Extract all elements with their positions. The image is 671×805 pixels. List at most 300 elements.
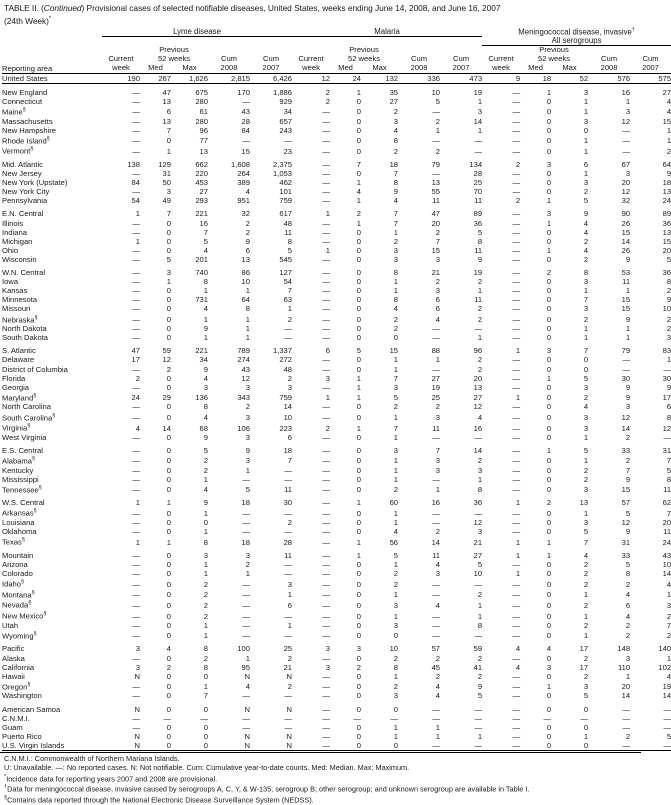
row-area-label: W.S. Central: [2, 498, 45, 508]
row-value-cell: 2: [625, 579, 631, 589]
table-row: [2, 277, 671, 286]
row-value-cell: 0: [356, 125, 362, 135]
row-value-cell: 0: [166, 579, 171, 589]
row-value-cell: —: [322, 295, 331, 305]
row-value-cell: 15: [241, 146, 250, 156]
row-value-cell: —: [512, 713, 521, 723]
row-value-cell: 9: [625, 527, 631, 537]
row-value-cell: 0: [356, 146, 362, 156]
row-value-cell: 0: [356, 236, 362, 246]
row-value-cell: 3: [287, 382, 293, 392]
row-value-cell: 7: [166, 209, 171, 219]
row-value-cell: 223: [279, 423, 293, 433]
row-value-cell: 0: [546, 116, 552, 126]
row-value-cell: —: [322, 445, 331, 455]
row-value-cell: 1: [203, 333, 208, 343]
row-value-cell: 48: [283, 218, 293, 228]
row-value-cell: 1: [393, 611, 399, 621]
row-area-label: New England: [2, 87, 48, 97]
row-value-cell: 27: [662, 87, 671, 97]
table-row: [2, 237, 671, 246]
row-value-cell: 14: [621, 423, 631, 433]
row-value-cell: 18: [389, 160, 399, 170]
row-value-cell: 2: [435, 277, 441, 287]
row-value-cell: 0: [361, 741, 398, 751]
row-value-cell: —: [132, 286, 140, 296]
row-value-cell: 5: [287, 245, 293, 255]
table-row: [2, 209, 671, 218]
row-value-cell: 10: [283, 413, 293, 423]
row-value-cell: 1: [477, 333, 483, 343]
row-value-cell: 657: [279, 116, 293, 126]
row-value-cell: —: [322, 704, 331, 714]
row-value-cell: 3: [666, 600, 671, 610]
row-value-cell: —: [322, 671, 331, 681]
row-value-cell: 57: [431, 644, 441, 654]
header-blank-malaria: [292, 36, 482, 46]
row-value-cell: —: [512, 413, 521, 423]
row-value-cell: 35: [389, 87, 399, 97]
row-value-cell: 0: [546, 227, 552, 237]
row-value-cell: —: [622, 136, 631, 146]
row-area-label: South Dakota: [2, 333, 49, 343]
row-value-cell: 0: [166, 382, 171, 392]
row-value-cell: 3: [583, 277, 589, 287]
row-value-cell: —: [622, 704, 631, 714]
row-value-cell: 14: [162, 423, 171, 433]
row-value-cell: 3: [435, 569, 441, 579]
row-value-cell: 7: [166, 125, 171, 135]
row-value-cell: 2: [203, 456, 208, 466]
row-value-cell: —: [322, 600, 331, 610]
row-value-cell: —: [132, 550, 140, 560]
row-value-cell: 11: [432, 423, 441, 433]
row-value-cell: 1: [245, 315, 250, 325]
row-value-cell: 0: [166, 402, 171, 412]
row-value-cell: 0: [583, 722, 589, 732]
row-value-cell: 7: [393, 169, 399, 179]
row-value-cell: —: [512, 333, 521, 343]
row-value-cell: 5: [583, 691, 589, 701]
row-value-cell: —: [663, 364, 671, 374]
row-area-footnote-mark: §: [34, 314, 38, 321]
row-value-cell: 1: [583, 456, 589, 466]
row-value-cell: 1,053: [273, 169, 293, 179]
header-group-row: [2, 27, 671, 37]
row-area-label: New Mexico§: [2, 611, 47, 621]
row-value-cell: —: [132, 590, 140, 600]
row-value-cell: 3: [166, 268, 171, 278]
row-value-cell: 7: [666, 620, 671, 630]
row-value-cell: 0: [166, 432, 171, 442]
row-value-cell: —: [132, 268, 140, 278]
table-row: [2, 402, 671, 411]
header-current-mening: Current: [488, 53, 514, 63]
row-value-cell: 2: [435, 527, 441, 537]
row-area-footnote-mark: §: [33, 630, 37, 637]
row-value-cell: 5: [666, 731, 671, 741]
title-line2-sup: *: [48, 16, 52, 22]
row-value-cell: 2: [583, 653, 589, 663]
row-value-cell: 2: [287, 315, 293, 325]
row-value-cell: 7: [625, 465, 631, 475]
row-value-cell: 1: [583, 146, 589, 156]
row-value-cell: 14: [283, 402, 293, 412]
row-value-cell: 0: [166, 509, 171, 519]
row-value-cell: N: [134, 731, 140, 741]
row-value-cell: 14: [662, 691, 671, 701]
row-value-cell: —: [512, 227, 521, 237]
row-value-cell: 12: [621, 413, 631, 423]
row-value-cell: 25: [283, 644, 293, 654]
row-value-cell: —: [512, 722, 521, 732]
row-area-label: Vermont§: [2, 146, 34, 156]
header-spacer-3: [2, 46, 102, 55]
row-value-cell: 0: [546, 722, 552, 732]
row-value-cell: 3: [625, 402, 631, 412]
row-value-cell: —: [242, 620, 250, 630]
row-value-cell: 3: [135, 644, 140, 654]
row-value-cell: 15: [431, 245, 441, 255]
row-value-cell: —: [474, 713, 483, 723]
row-value-cell: 1: [515, 498, 521, 508]
row-value-cell: 1: [393, 277, 399, 287]
row-value-cell: 1: [287, 620, 293, 630]
row-value-cell: 0: [546, 600, 552, 610]
row-value-cell: 2,375: [273, 160, 293, 170]
row-value-cell: 0: [166, 295, 171, 305]
row-value-cell: 3: [166, 187, 171, 197]
row-value-cell: 0: [546, 671, 552, 681]
row-value-cell: 0: [546, 364, 552, 374]
row-value-cell: —: [132, 569, 140, 579]
row-value-cell: —: [663, 722, 671, 732]
row-value-cell: 19: [431, 382, 441, 392]
row-value-cell: 1: [583, 286, 589, 296]
row-value-cell: 4: [583, 227, 589, 237]
row-value-cell: —: [512, 107, 521, 117]
row-area-label: Wisconsin: [2, 254, 37, 264]
row-value-cell: 1: [393, 227, 399, 237]
table-row: [2, 691, 671, 700]
row-value-cell: —: [132, 187, 140, 197]
row-value-cell: —: [630, 741, 671, 751]
row-value-cell: 11: [284, 227, 293, 237]
row-value-cell: 26: [621, 218, 631, 228]
row-value-cell: 2: [583, 474, 589, 484]
row-value-cell: 8: [477, 485, 483, 495]
row-area-label: Nebraska§: [2, 314, 38, 325]
row-value-cell: 8: [666, 277, 671, 287]
row-value-cell: 100: [237, 644, 250, 654]
row-value-cell: 2: [583, 254, 589, 264]
row-value-cell: 8: [666, 474, 671, 484]
row-value-cell: 49: [162, 196, 171, 206]
row-value-cell: —: [284, 560, 293, 570]
table-row: [2, 88, 671, 97]
row-value-cell: 0: [166, 373, 171, 383]
row-value-cell: 0: [166, 590, 171, 600]
row-value-cell: 7: [435, 445, 441, 455]
row-value-cell: 0: [166, 333, 171, 343]
row-value-cell: 4: [166, 644, 171, 654]
row-value-cell: —: [322, 537, 331, 547]
row-value-cell: 0: [546, 136, 552, 146]
row-value-cell: —: [512, 560, 521, 570]
row-value-cell: 6: [666, 402, 671, 412]
row-value-cell: 83: [662, 346, 671, 356]
row-value-cell: 3: [546, 662, 552, 672]
row-value-cell: 7: [203, 691, 208, 701]
table-row: [2, 630, 671, 641]
row-value-cell: 8: [393, 178, 399, 188]
row-value-cell: 0: [356, 245, 362, 255]
notifiable-diseases-table: [2, 27, 671, 751]
row-value-cell: 929: [279, 96, 293, 106]
row-area-label: American Samoa: [2, 704, 61, 714]
row-value-cell: 1: [203, 569, 208, 579]
row-value-cell: 12: [162, 355, 171, 365]
row-value-cell: 0: [583, 364, 589, 374]
row-value-cell: 2: [287, 653, 293, 663]
row-value-cell: 2: [515, 160, 521, 170]
table-row: [2, 255, 671, 264]
table-row: [2, 304, 671, 313]
row-value-cell: 7: [583, 295, 589, 305]
table-row: [2, 455, 671, 466]
row-area-label: Massachusetts: [2, 116, 53, 126]
table-row: [2, 97, 671, 106]
row-value-cell: 0: [356, 96, 362, 106]
row-value-cell: 1: [245, 465, 250, 475]
row-value-cell: —: [322, 465, 331, 475]
row-value-cell: 30: [662, 373, 671, 383]
row-value-cell: 30: [283, 498, 293, 508]
table-row: [2, 705, 671, 714]
row-value-cell: 9: [203, 324, 208, 334]
row-value-cell: 1: [477, 611, 483, 621]
footnote-section-text: Contains data reported through the National Electronic Disease Surveillance System (NEDSS).: [7, 795, 314, 805]
row-value-cell: 6: [435, 295, 441, 305]
row-area-label: New York City: [2, 187, 50, 197]
row-value-cell: 0: [393, 704, 399, 714]
row-value-cell: 0: [356, 315, 362, 325]
table-row: [2, 324, 671, 333]
row-value-cell: 0: [166, 671, 171, 681]
row-value-cell: —: [482, 741, 520, 751]
table-row: [2, 169, 671, 178]
row-value-cell: 2: [666, 315, 671, 325]
row-value-cell: 0: [166, 518, 171, 528]
row-value-cell: 2: [477, 315, 483, 325]
row-value-cell: —: [322, 620, 331, 630]
row-area-label: Arkansas§: [2, 508, 37, 519]
row-value-cell: 12: [621, 518, 631, 528]
row-value-cell: 0: [166, 722, 171, 732]
table-row: [2, 106, 671, 117]
row-value-cell: —: [512, 87, 521, 97]
row-value-cell: 3: [245, 413, 250, 423]
row-area-label: Virginia§: [2, 423, 31, 433]
row-value-cell: 101: [279, 187, 293, 197]
row-value-cell: 0: [546, 382, 552, 392]
row-value-cell: 389: [237, 178, 250, 188]
row-value-cell: —: [322, 116, 331, 126]
table-row: [2, 246, 671, 255]
row-value-cell: 2: [625, 631, 631, 641]
row-value-cell: 1: [393, 456, 399, 466]
header-blank-lyme: [102, 36, 292, 46]
row-value-cell: —: [132, 315, 140, 325]
row-value-cell: 54: [283, 277, 293, 287]
row-value-cell: N: [244, 671, 250, 681]
row-value-cell: 4: [393, 125, 399, 135]
row-value-cell: 0: [356, 254, 362, 264]
row-value-cell: 3: [245, 432, 250, 442]
row-value-cell: 18: [520, 73, 551, 83]
row-value-cell: 106: [237, 423, 250, 433]
row-value-cell: 0: [166, 682, 171, 692]
header-med-lyme: Med: [140, 64, 171, 74]
row-value-cell: 0: [356, 704, 362, 714]
row-value-cell: 0: [356, 304, 362, 314]
row-value-cell: 0: [356, 445, 362, 455]
row-value-cell: 47: [431, 209, 441, 219]
row-area-label: U.S. Virgin Islands: [2, 741, 102, 751]
row-value-cell: N: [102, 741, 140, 751]
row-value-cell: 67: [621, 160, 631, 170]
row-value-cell: 0: [356, 722, 362, 732]
row-value-cell: 43: [241, 364, 250, 374]
row-value-cell: 15: [621, 227, 631, 237]
row-value-cell: 136: [195, 393, 208, 403]
row-value-cell: 9: [245, 445, 250, 455]
row-value-cell: 1: [356, 382, 362, 392]
row-value-cell: 9: [625, 315, 631, 325]
row-value-cell: 7: [393, 373, 399, 383]
table-row: [2, 644, 671, 653]
row-value-cell: 0: [166, 474, 171, 484]
row-value-cell: 2: [477, 456, 483, 466]
row-value-cell: 1: [166, 498, 171, 508]
table-row: [2, 422, 671, 433]
row-value-cell: 1: [583, 96, 589, 106]
row-value-cell: 2: [435, 653, 441, 663]
row-area-footnote-mark: §: [27, 681, 31, 688]
row-value-cell: —: [398, 741, 440, 751]
header-spacer-4: [2, 55, 102, 64]
row-value-cell: —: [322, 560, 331, 570]
row-value-cell: 0: [546, 96, 552, 106]
row-value-cell: 2: [583, 569, 589, 579]
row-value-cell: 5: [356, 346, 362, 356]
row-value-cell: 4: [435, 315, 441, 325]
row-value-cell: 33: [621, 550, 631, 560]
row-value-cell: N: [286, 704, 293, 714]
row-value-cell: 2: [435, 402, 441, 412]
row-value-cell: —: [322, 432, 331, 442]
row-value-cell: 0: [546, 704, 552, 714]
row-value-cell: 1: [356, 218, 362, 228]
row-value-cell: —: [322, 731, 331, 741]
row-value-cell: 1: [583, 324, 589, 334]
row-value-cell: —: [512, 125, 521, 135]
row-area-label: Tennessee§: [2, 484, 42, 495]
row-value-cell: —: [512, 187, 521, 197]
row-value-cell: —: [512, 268, 521, 278]
row-value-cell: 662: [195, 160, 208, 170]
row-value-cell: —: [512, 402, 521, 412]
row-value-cell: 32: [621, 196, 631, 206]
header-malaria-2007: 2007: [440, 64, 482, 74]
table-row: [2, 268, 671, 277]
header-max-lyme: Max: [171, 64, 208, 74]
row-value-cell: 140: [658, 644, 671, 654]
row-value-cell: —: [284, 722, 293, 732]
row-value-cell: 15: [621, 485, 631, 495]
row-value-cell: 12: [473, 518, 483, 528]
row-value-cell: 17: [131, 355, 140, 365]
row-value-cell: 1: [393, 432, 399, 442]
row-value-cell: 0: [546, 631, 552, 641]
row-area-footnote-mark: §: [22, 106, 26, 113]
row-value-cell: 110: [617, 662, 631, 672]
table-row: [2, 484, 671, 495]
row-value-cell: 1,608: [230, 160, 250, 170]
row-value-cell: 2: [583, 315, 589, 325]
row-value-cell: —: [512, 96, 521, 106]
row-value-cell: —: [284, 713, 293, 723]
row-value-cell: —: [132, 254, 140, 264]
row-value-cell: 0: [356, 227, 362, 237]
table-row: [2, 219, 671, 228]
row-value-cell: —: [322, 146, 331, 156]
row-value-cell: 29: [162, 393, 171, 403]
row-value-cell: 3: [583, 413, 589, 423]
row-value-cell: 17: [579, 644, 589, 654]
row-value-cell: 7: [666, 456, 671, 466]
row-value-cell: 1: [515, 537, 521, 547]
row-value-cell: 0: [546, 333, 552, 343]
row-value-cell: —: [512, 682, 521, 692]
footnotes: [0, 752, 641, 805]
row-area-footnote-mark: §: [46, 135, 50, 142]
footnote-dagger-mark: †: [4, 784, 8, 791]
header-cum-mening-2008: Cum: [601, 53, 618, 63]
row-value-cell: 1: [356, 498, 362, 508]
row-value-cell: 20: [621, 178, 631, 188]
row-value-cell: 759: [279, 393, 293, 403]
row-value-cell: 14: [621, 691, 631, 701]
row-value-cell: 10: [662, 304, 671, 314]
row-value-cell: 1: [546, 87, 552, 97]
row-value-cell: 2: [203, 579, 208, 589]
row-value-cell: 86: [241, 268, 250, 278]
row-value-cell: 3: [583, 116, 589, 126]
row-value-cell: 3: [477, 107, 483, 117]
row-value-cell: 19: [662, 682, 671, 692]
row-value-cell: 0: [546, 187, 552, 197]
row-value-cell: —: [322, 268, 331, 278]
row-value-cell: 1: [625, 286, 631, 296]
row-value-cell: 9: [477, 254, 483, 264]
row-value-cell: —: [132, 518, 140, 528]
row-value-cell: 1: [477, 286, 483, 296]
table-row: [2, 578, 671, 589]
row-value-cell: 1: [356, 373, 362, 383]
row-value-cell: 1: [666, 355, 671, 365]
row-value-cell: —: [132, 218, 140, 228]
